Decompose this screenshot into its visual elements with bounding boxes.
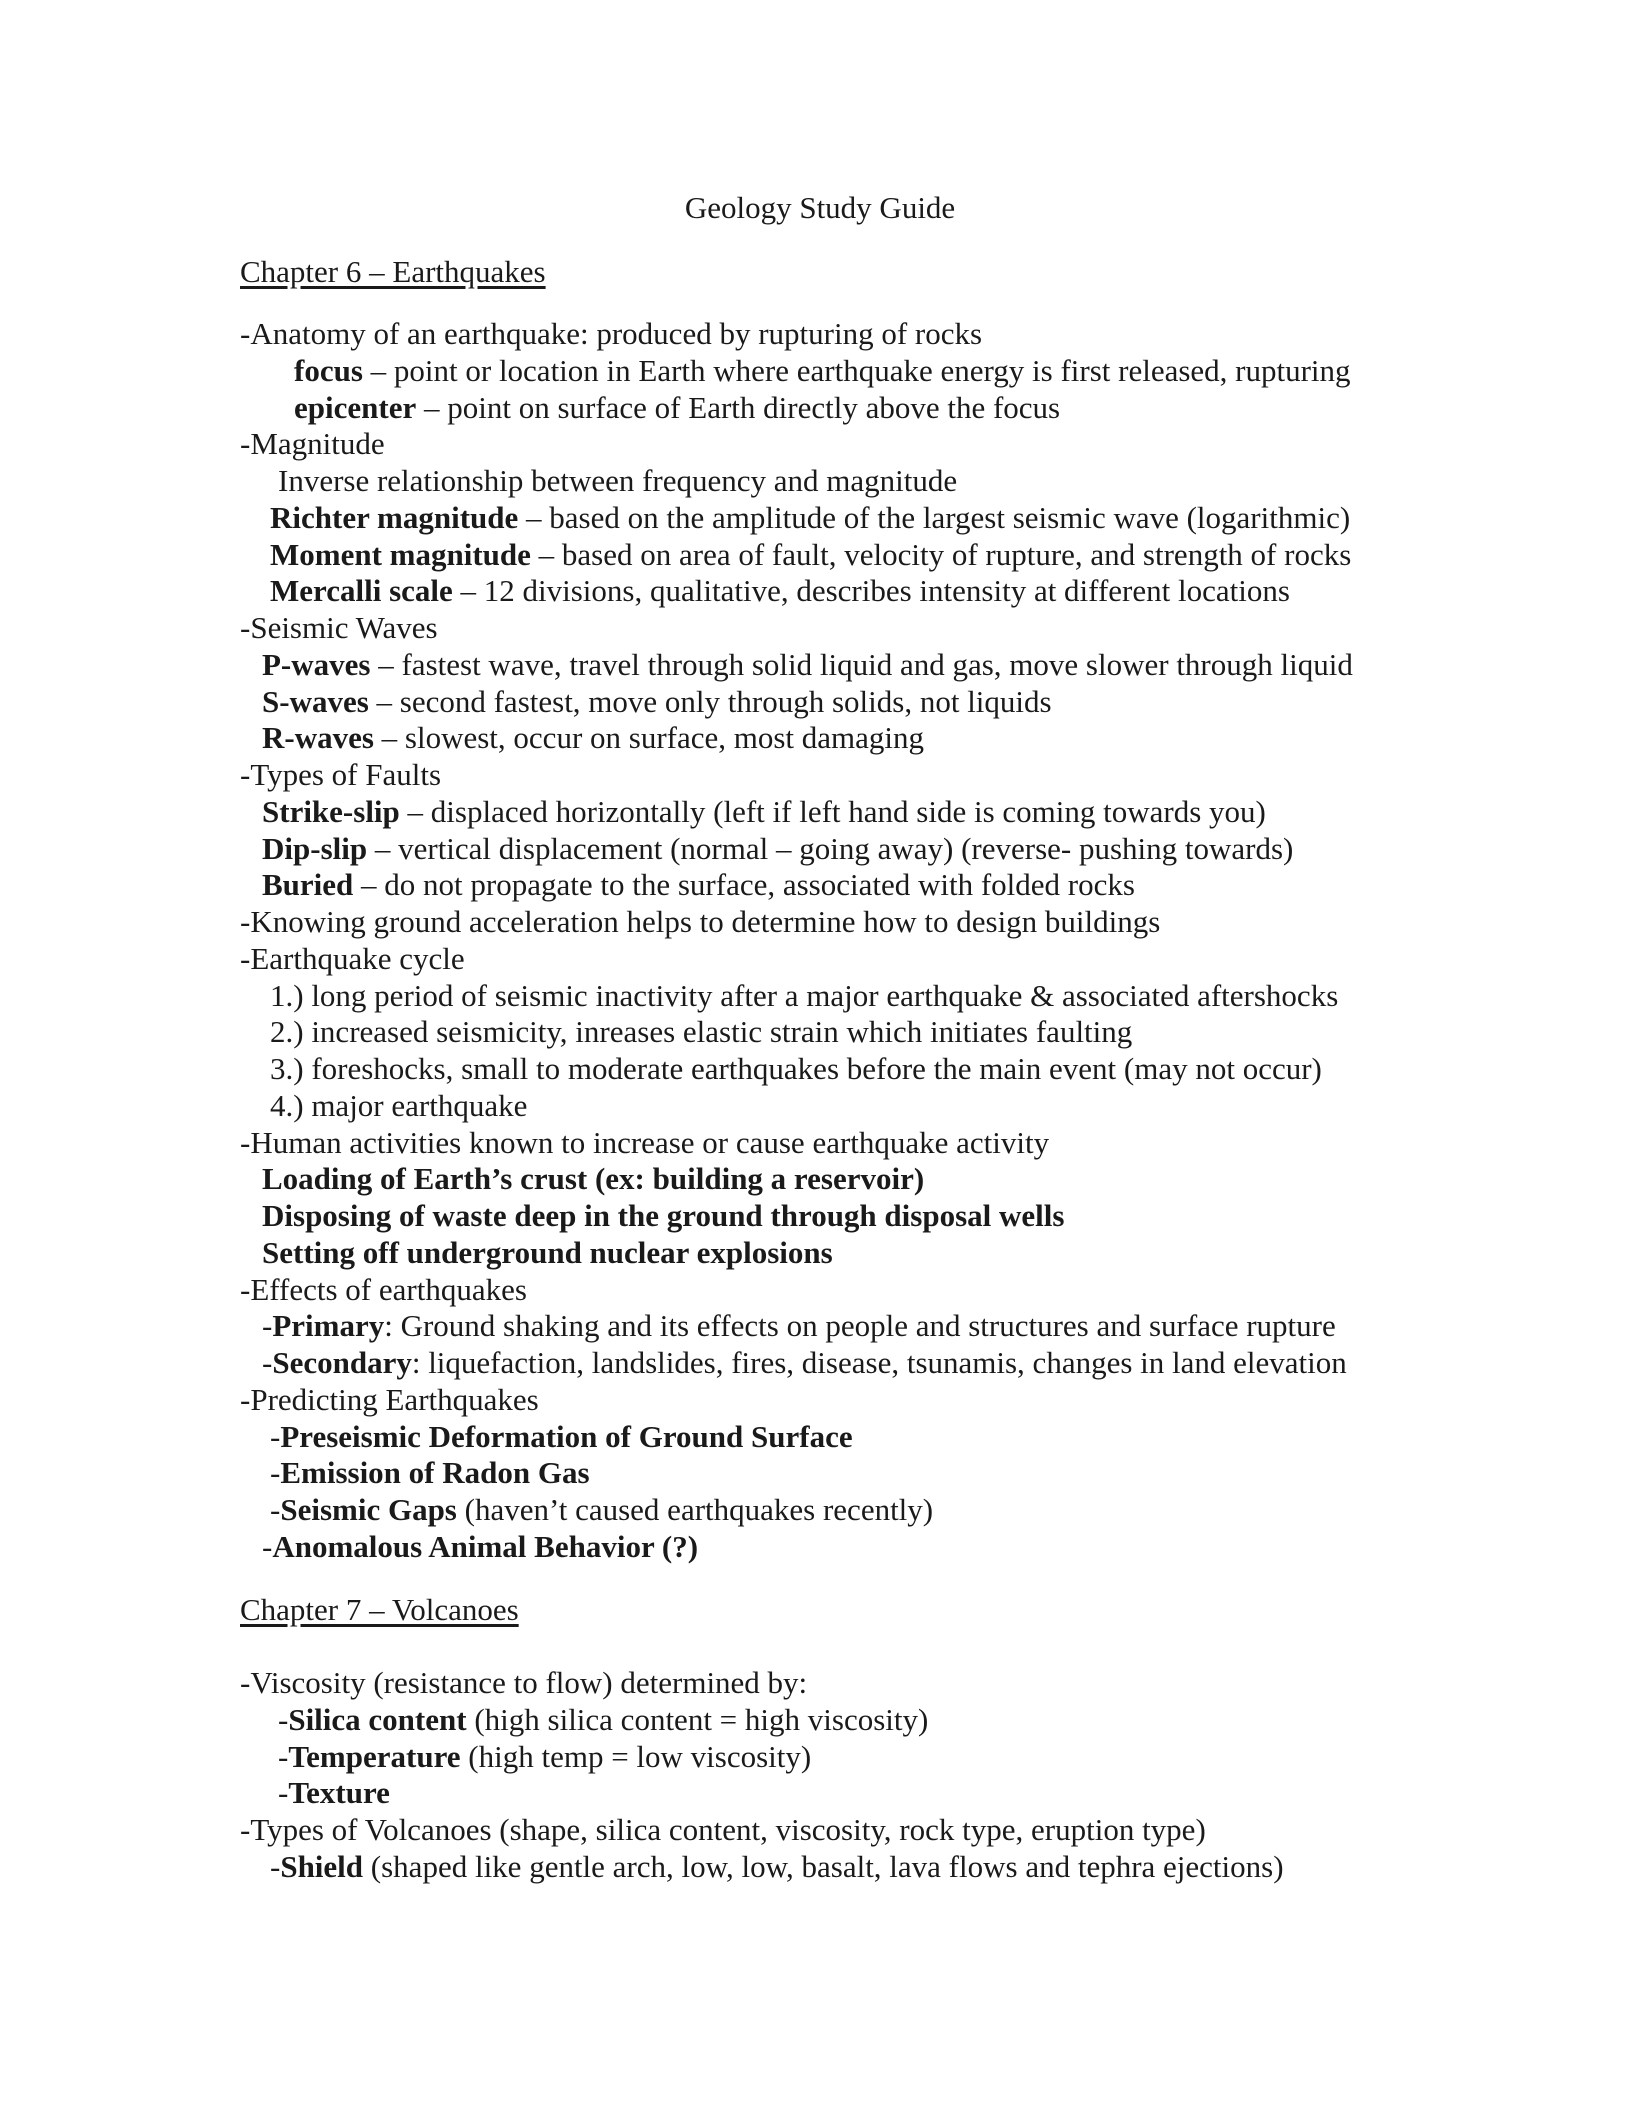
bold-term: Anomalous Animal Behavior (?) — [272, 1529, 699, 1564]
line-text: – slowest, occur on surface, most damaging — [373, 720, 925, 755]
text-line — [270, 1014, 1132, 1050]
line-prefix: - — [270, 1849, 281, 1884]
text-line — [262, 647, 1353, 683]
bold-term: Loading of Earth’s crust (ex: building a reservoir) — [262, 1161, 925, 1196]
line-text: – point or location in Earth where earthquake energy is first released, rupturing — [362, 353, 1351, 388]
text-line — [240, 1125, 1049, 1161]
line-text: -Seismic Waves — [240, 610, 438, 645]
line-text: -Types of Volcanoes (shape, silica content, viscosity, rock type, eruption type) — [240, 1812, 1206, 1847]
line-text: 2.) increased seismicity, inreases elastic strain which initiates faulting — [270, 1014, 1133, 1049]
line-text: -Predicting Earthquakes — [240, 1382, 539, 1417]
text-line — [262, 1308, 1336, 1344]
bold-term: Preseismic Deformation of Ground Surface — [280, 1419, 853, 1454]
bold-term: focus — [294, 353, 363, 388]
line-prefix: - — [278, 1739, 289, 1774]
text-line — [262, 1345, 1347, 1381]
bold-term: Temperature — [288, 1739, 461, 1774]
text-line — [278, 1702, 928, 1738]
text-line — [278, 1739, 811, 1775]
line-text: -Anatomy of an earthquake: produced by rupturing of rocks — [240, 316, 983, 351]
line-text: – based on the amplitude of the largest seismic wave (logarithmic) — [518, 500, 1351, 535]
text-line — [270, 1419, 853, 1455]
text-line — [240, 904, 1160, 940]
text-line — [240, 1812, 1206, 1848]
line-prefix: - — [262, 1529, 273, 1564]
text-line — [270, 1492, 933, 1528]
text-line — [240, 1382, 539, 1418]
text-line — [262, 1529, 698, 1565]
line-text: -Magnitude — [240, 426, 385, 461]
text-line — [262, 867, 1135, 903]
line-text: (high temp = low viscosity) — [460, 1739, 812, 1774]
text-line — [270, 1849, 1284, 1885]
line-text: – vertical displacement (normal – going away) (reverse- pushing towards) — [367, 831, 1294, 866]
bold-term: Primary — [272, 1308, 385, 1343]
bold-term: Emission of Radon Gas — [280, 1455, 590, 1490]
document-title: Geology Study Guide — [684, 190, 956, 225]
text-line — [270, 1088, 527, 1124]
bold-term: epicenter — [294, 390, 417, 425]
text-line — [294, 390, 1060, 426]
line-text: (haven’t caused earthquakes recently) — [456, 1492, 934, 1527]
text-line — [262, 794, 1266, 830]
line-prefix: - — [270, 1419, 281, 1454]
text-line — [262, 831, 1293, 867]
bold-term: Silica content — [288, 1702, 467, 1737]
text-line — [278, 1775, 390, 1811]
line-prefix: - — [278, 1775, 289, 1810]
line-text: – fastest wave, travel through solid liquid and gas, move slower through liquid — [370, 647, 1353, 682]
text-line — [262, 1198, 1064, 1234]
line-text: -Earthquake cycle — [240, 941, 465, 976]
line-prefix: - — [270, 1455, 281, 1490]
text-line — [240, 941, 465, 977]
bold-term: Texture — [288, 1775, 390, 1810]
bold-term: Secondary — [272, 1345, 412, 1380]
bold-term: Mercalli scale — [270, 573, 453, 608]
bold-term: R-waves — [262, 720, 374, 755]
line-text: – point on surface of Earth directly above the focus — [416, 390, 1061, 425]
text-line — [270, 1455, 590, 1491]
text-line — [240, 757, 441, 793]
line-text: (shaped like gentle arch, low, low, basalt, lava flows and tephra ejections) — [363, 1849, 1284, 1884]
line-text: – do not propagate to the surface, associated with folded rocks — [353, 867, 1135, 902]
line-text: – displaced horizontally (left if left hand side is coming towards you) — [399, 794, 1266, 829]
bold-term: Seismic Gaps — [280, 1492, 457, 1527]
text-line — [262, 1235, 833, 1271]
bold-term: Setting off underground nuclear explosions — [262, 1235, 833, 1270]
bold-term: Disposing of waste deep in the ground through disposal wells — [262, 1198, 1065, 1233]
text-line — [294, 353, 1351, 389]
bold-term: Richter magnitude — [270, 500, 519, 535]
text-line — [270, 1051, 1322, 1087]
bold-term: Buried — [262, 867, 354, 902]
text-line — [240, 610, 438, 646]
bold-term: Shield — [280, 1849, 364, 1884]
bold-term: S-waves — [262, 684, 369, 719]
line-text: -Effects of earthquakes — [240, 1272, 527, 1307]
line-prefix: - — [262, 1308, 273, 1343]
bold-term: Strike-slip — [262, 794, 400, 829]
chapter-heading: Chapter 7 – Volcanoes — [240, 1592, 519, 1627]
bold-term: Moment magnitude — [270, 537, 531, 572]
line-text: -Knowing ground acceleration helps to determine how to design buildings — [240, 904, 1161, 939]
line-text: -Viscosity (resistance to flow) determined by: — [240, 1665, 808, 1700]
bold-term: P-waves — [262, 647, 371, 682]
bold-term: Dip-slip — [262, 831, 368, 866]
line-text: 3.) foreshocks, small to moderate earthquakes before the main event (may not occur) — [270, 1051, 1322, 1086]
line-text: -Human activities known to increase or cause earthquake activity — [240, 1125, 1050, 1160]
text-line — [262, 1161, 924, 1197]
text-line — [270, 537, 1351, 573]
line-prefix: - — [262, 1345, 273, 1380]
line-prefix: - — [278, 1702, 289, 1737]
line-text: – 12 divisions, qualitative, describes intensity at different locations — [452, 573, 1290, 608]
text-line — [240, 316, 982, 352]
text-line — [240, 1665, 807, 1701]
line-text: : liquefaction, landslides, fires, disease, tsunamis, changes in land elevation — [411, 1345, 1347, 1380]
line-text: – based on area of fault, velocity of rupture, and strength of rocks — [530, 537, 1352, 572]
line-text: 1.) long period of seismic inactivity after a major earthquake & associated aftershocks — [270, 978, 1339, 1013]
line-text: Inverse relationship between frequency and magnitude — [278, 463, 958, 498]
line-text: – second fastest, move only through solids, not liquids — [368, 684, 1052, 719]
text-line — [262, 684, 1052, 720]
text-line — [270, 978, 1338, 1014]
line-prefix: - — [270, 1492, 281, 1527]
text-line — [270, 573, 1290, 609]
text-line — [278, 463, 957, 499]
text-line — [240, 1272, 527, 1308]
text-line — [270, 500, 1350, 536]
line-text: : Ground shaking and its effects on people and structures and surface rupture — [384, 1308, 1336, 1343]
text-line — [262, 720, 924, 756]
line-text: -Types of Faults — [240, 757, 442, 792]
line-text: 4.) major earthquake — [270, 1088, 528, 1123]
line-text: (high silica content = high viscosity) — [466, 1702, 929, 1737]
chapter-heading: Chapter 6 – Earthquakes — [240, 254, 546, 289]
text-line — [240, 426, 385, 462]
